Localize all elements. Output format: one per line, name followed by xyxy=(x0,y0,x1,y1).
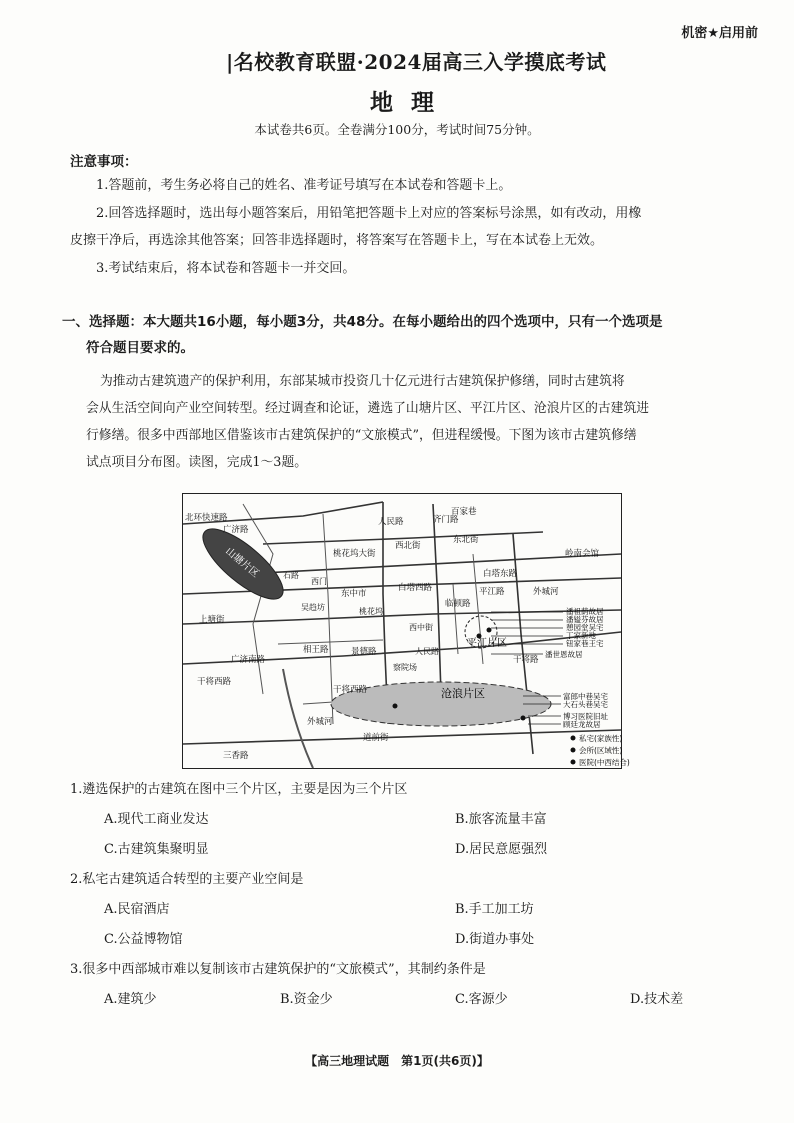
material-line: 会从生活空间向产业空间转型。经过调查和论证，遴选了山塘片区、平江片区、沧浪片区的古建筑进 xyxy=(86,401,650,416)
section-heading: 一、选择题：本大题共16小题，每小题3分，共48分。在每小题给出的四个选项中，只有一个选项是 xyxy=(62,314,663,330)
notice-item: 皮擦干净后，再选涂其他答案；回答非选择题时，将答案写在答题卡上，写在本试卷上无效。 xyxy=(70,233,604,248)
site-dot xyxy=(477,634,482,639)
option: D.技术差 xyxy=(630,992,684,1007)
notice-heading: 注意事项： xyxy=(70,154,138,170)
road-label: 临顿路 xyxy=(445,599,471,609)
road-label: 相王路 xyxy=(303,645,329,655)
road-label: 察院场 xyxy=(393,663,417,672)
district-canglang-label: 沧浪片区 xyxy=(441,687,485,700)
exam-title: |名校教育联盟·2024届高三入学摸底考试 xyxy=(226,50,607,74)
site-label: 富郎中巷吴宅 xyxy=(563,692,608,701)
road-label: 道前街 xyxy=(363,733,389,743)
legend-item: 医院(中西结合) xyxy=(579,758,630,767)
site-label: 丁家新地 xyxy=(566,631,596,640)
site-label: 憩园堂吴宅 xyxy=(566,623,604,632)
road-label: 东中市 xyxy=(341,589,367,599)
district-shantang-label: 山塘片区 xyxy=(223,545,261,581)
district-pingjiang-label: 平江片区 xyxy=(467,638,507,649)
page-footer: 【高三地理试题 第1页(共6页)】 xyxy=(305,1054,489,1068)
site-label: 大石头巷吴宅 xyxy=(563,700,608,709)
notice-item: 3.考试结束后，将本试卷和答题卡一并交回。 xyxy=(96,261,356,276)
option: B.旅客流量丰富 xyxy=(455,812,547,827)
subject-title: 地理 xyxy=(370,90,452,116)
option: C.客源少 xyxy=(455,992,508,1007)
site-label: 潘祖荫故居 xyxy=(566,607,604,616)
option: D.街道办事处 xyxy=(455,932,535,947)
question-stem: 2.私宅古建筑适合转型的主要产业空间是 xyxy=(70,872,304,887)
road-label: 景德路 xyxy=(351,647,377,657)
option: C.古建筑集聚明显 xyxy=(104,842,209,857)
exam-info: 本试卷共6页。全卷满分100分，考试时间75分钟。 xyxy=(254,122,540,137)
question-stem: 3.很多中西部城市难以复制该市古建筑保护的“文旅模式”，其制约条件是 xyxy=(70,962,486,977)
map-svg xyxy=(183,494,630,768)
site-dot xyxy=(521,716,526,721)
road-label: 外城河 xyxy=(533,587,559,597)
question-stem: 1.遴选保护的古建筑在图中三个片区，主要是因为三个片区 xyxy=(70,782,408,797)
option: A.民宿酒店 xyxy=(104,902,170,917)
road-label: 三香路 xyxy=(223,751,249,761)
confidential-mark: 机密★启用前 xyxy=(681,26,758,41)
road-label: 百家巷 xyxy=(451,507,477,517)
road-label: 西门 xyxy=(311,577,327,586)
road-label: 人民路 xyxy=(378,517,404,527)
road-sanxiang xyxy=(183,730,621,744)
road-label: 白塔东路 xyxy=(483,569,518,579)
road-label: 广济南路 xyxy=(231,655,266,665)
road-label: 西北街 xyxy=(395,541,421,551)
option: B.手工加工坊 xyxy=(455,902,534,917)
road-label: 齐门路 xyxy=(433,515,459,525)
road-qimen xyxy=(433,504,441,694)
site-label: 潘世恩故居 xyxy=(545,650,583,659)
option: A.建筑少 xyxy=(104,992,157,1007)
material-line: 为推动古建筑遗产的保护利用，东部某城市投资几十亿元进行古建筑保护修缮，同时古建筑将 xyxy=(100,374,625,389)
legend-item: 私宅(家族性) xyxy=(579,734,623,743)
road-label: 平江路 xyxy=(479,587,505,597)
road-label: 干将西路 xyxy=(197,677,232,687)
road-label: 吴趋坊 xyxy=(301,603,325,612)
road-label: 白塔西路 xyxy=(398,583,433,593)
notice-item: 2.回答选择题时，选出每小题答案后，用铅笔把答题卡上对应的答案标号涂黑，如有改动，用橡 xyxy=(96,206,642,221)
material-line: 试点项目分布图。读图，完成1～3题。 xyxy=(86,455,308,470)
site-label: 顾廷龙故居 xyxy=(563,720,601,729)
section-heading-cont: 符合题目要求的。 xyxy=(86,340,194,356)
map-legend xyxy=(571,733,630,767)
district-map xyxy=(182,493,630,769)
road-label: 东北街 xyxy=(453,535,479,545)
road-label: 石路 xyxy=(283,571,299,580)
option: D.居民意愿强烈 xyxy=(455,842,548,857)
road-label: 人民路 xyxy=(415,647,439,656)
road-lindun xyxy=(453,584,458,654)
option: A.现代工商业发达 xyxy=(104,812,209,827)
material-line: 行修缮。很多中西部地区借鉴该市古建筑保护的“文旅模式”，但进程缓慢。下图为该市古建筑修缮 xyxy=(86,428,637,443)
road-label: 岭南会馆 xyxy=(565,549,600,559)
site-label: 钮家巷王宅 xyxy=(566,639,604,648)
road-label: 广济路 xyxy=(223,525,249,535)
road-label: 北环快速路 xyxy=(185,513,228,523)
option: B.资金少 xyxy=(280,992,333,1007)
site-label: 博习医院旧址 xyxy=(563,712,608,721)
road-jingde xyxy=(278,640,383,644)
road-label: 桃花坞 xyxy=(359,607,383,616)
option: C.公益博物馆 xyxy=(104,932,183,947)
road-label: 桃花坞大街 xyxy=(333,549,376,559)
road-label: 干将西路 xyxy=(333,685,368,695)
legend-item: 会所(区域性) xyxy=(579,746,623,755)
site-dot xyxy=(487,628,492,633)
road-label: 外城河 xyxy=(307,717,333,727)
road-label: 西中街 xyxy=(409,623,433,632)
notice-item: 1.答题前，考生务必将自己的姓名、准考证号填写在本试卷和答题卡上。 xyxy=(96,178,512,193)
site-dot xyxy=(393,704,398,709)
road-label: 上塘街 xyxy=(199,615,225,625)
site-label: 潘镒芬故居 xyxy=(566,615,604,624)
road-label: 干将路 xyxy=(513,655,539,665)
